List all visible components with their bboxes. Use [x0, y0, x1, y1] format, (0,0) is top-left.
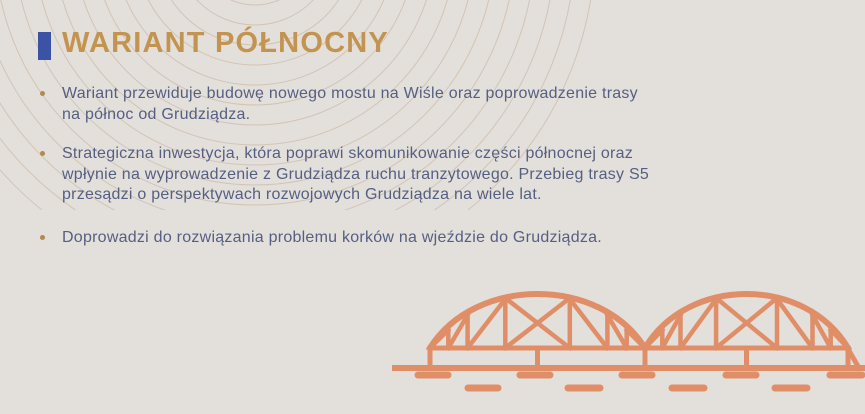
bridge-illustration: [392, 286, 865, 409]
page-title: WARIANT PÓŁNOCNY: [62, 27, 389, 59]
bullet-text: [62, 84, 838, 125]
bullet-line: Wariant przewiduje budowę nowego mostu na Wiśle oraz poprowadzenie trasy: [62, 85, 638, 102]
bullet-text: [62, 144, 838, 206]
bullet-line: na północ od Grudziądza.: [62, 105, 251, 123]
bullet-line: Doprowadzi do rozwiązania problemu korków na wjeździe do Grudziądza.: [62, 229, 602, 246]
bridge-icon: [392, 286, 865, 409]
bullet-line: przesądzi o perspektywach rozwojowych Grudziądza na wiele lat.: [62, 186, 542, 203]
bullet-line: wpłynie na wyprowadzenie z Grudziądza ruchu tranzytowego. Przebieg trasy S5: [62, 165, 650, 183]
bullet-line: Strategiczna inwestycja, która poprawi skomunikowanie części północnej oraz: [62, 145, 634, 162]
title-accent-bar: [38, 32, 51, 60]
bullet-dot-icon: [40, 235, 45, 240]
bullet-dot-icon: [40, 151, 45, 156]
bullet-text: [62, 228, 838, 249]
bullet-item: [38, 144, 838, 206]
title-row: [38, 28, 389, 60]
bullet-dot-icon: [40, 91, 45, 96]
bullet-item: [38, 84, 838, 125]
bullet-item: [38, 228, 838, 249]
